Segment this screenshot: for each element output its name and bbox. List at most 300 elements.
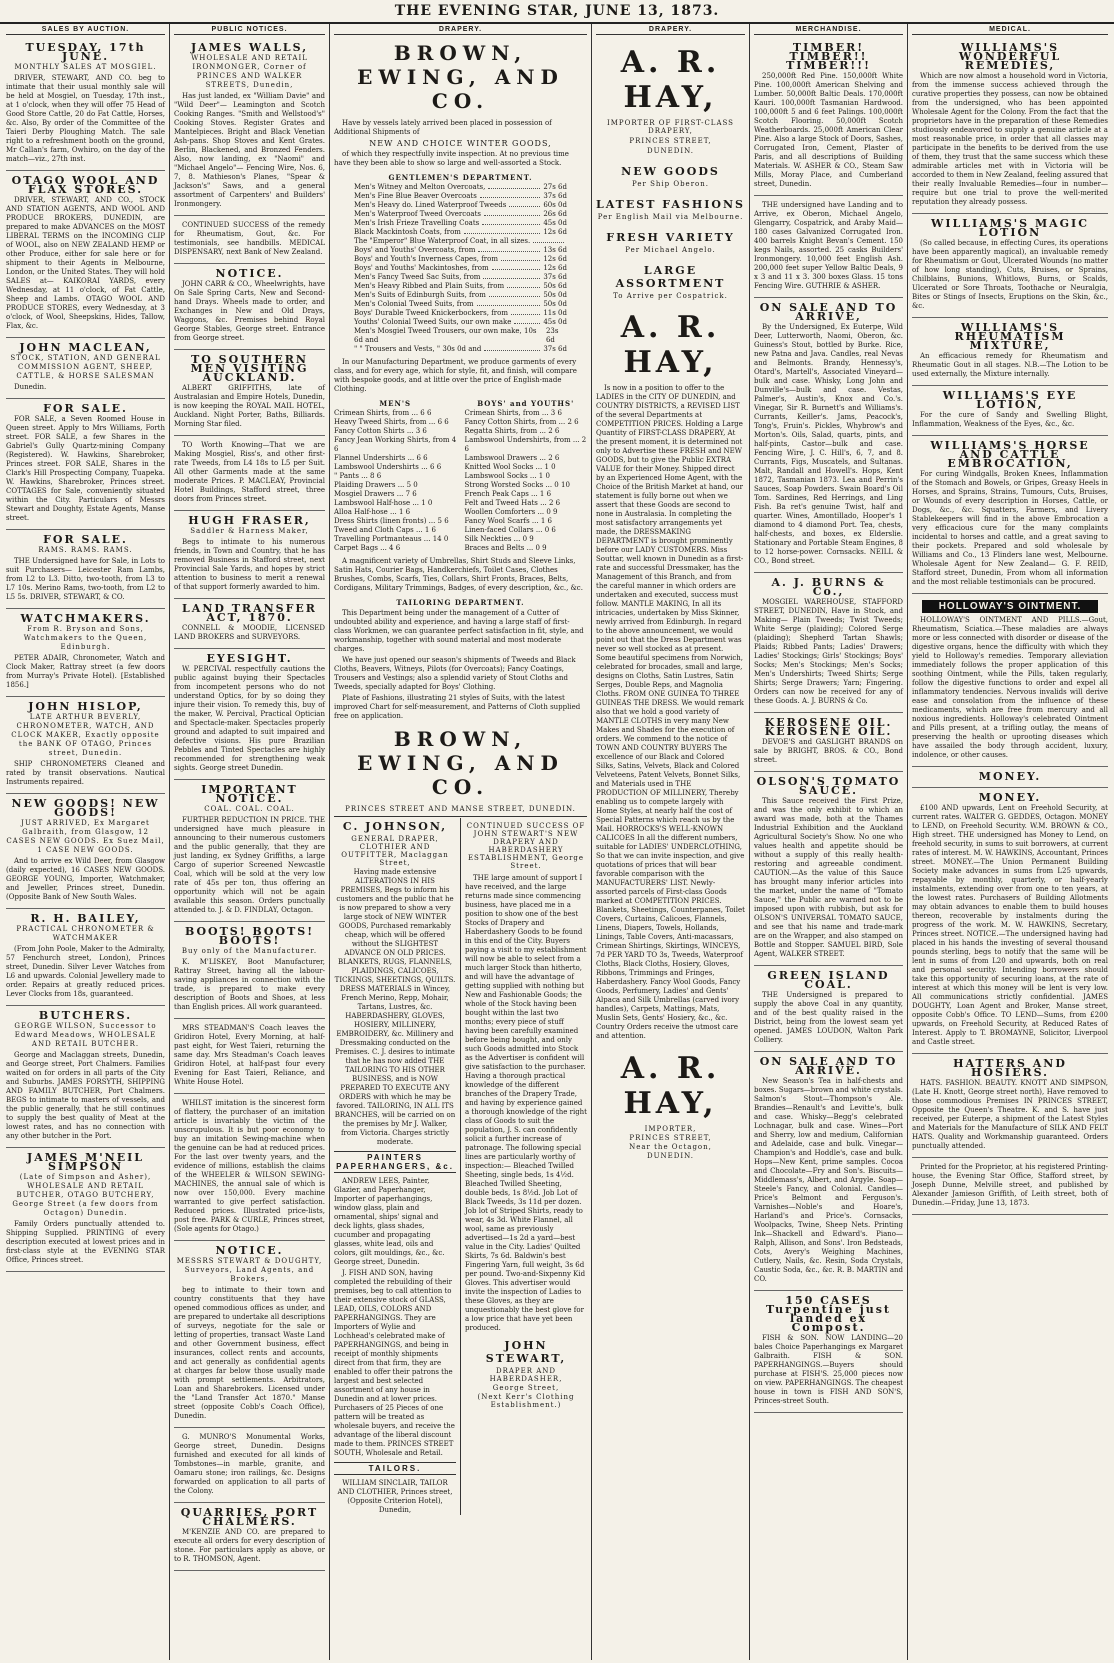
- ad-title: FOR SALE.: [43, 402, 128, 415]
- ad-title: BROWN, EWING, AND CO.: [357, 41, 564, 113]
- leader-dots: [464, 228, 540, 234]
- leader-dots: [511, 309, 540, 315]
- price-item: Men's Heavy do. Lined Waterproof Tweeds: [354, 201, 507, 209]
- advertisement: [174, 1428, 325, 1503]
- ad-text: Family Orders punctually attended to. Shipping Supplied. PRINTING of every description executed at lowest prices and in first-class style at the EVENING STAR Office, Princes street.: [6, 1220, 165, 1264]
- price-value: 37s 6d: [543, 273, 567, 281]
- advertisement: [174, 1241, 325, 1428]
- price-value: 60s 0d: [543, 201, 567, 209]
- ad-text: Plate of Fashions, illustrating 21 styles of Suits, with the latest improved Chart for self-measurement, and Patterns of Cloth supplied free on application.: [334, 694, 581, 720]
- leader-dots: [492, 264, 541, 270]
- advertisement: [754, 772, 903, 966]
- ad-title: JOHN HISLOP,: [28, 700, 143, 713]
- price-row: Silk Neckties ... 0 9: [464, 535, 534, 543]
- ad-text: WILLIAM SINCLAIR, TAILOR AND CLOTHIER, Princes street, (Opposite Criterion Hotel), Dunedin,: [337, 1479, 453, 1514]
- ad-subtitle: Saddler & Harness Maker,: [190, 527, 309, 535]
- ad-text: THE large amount of support I have received, and the large returns made since commencing business, have placed me in a position to show one of the best Stocks of Drapery and Haberdashery Goods to be found in this end of the City. Buyers paying a visit to my establishment will now be able to select from a much larger Stock than hitherto, and will have the advantage of getting supplied with nothing but New and Fashionable Goods; the whole of the Stock having been bought within the last two months; every piece of stuff having been carefully examined before being bought, and only such Goods admitted into Stock as the Advertiser is confident will give satisfaction to the purchaser. Having a thorough practical knowledge of the different branches of the Drapery Trade, and having by experience gained a thorough knowledge of the right class of Goods to suit the population, J. S. can confidently solicit a further increase of patronage. The following special lines are particularly worthy of inspection:— Bleached Twilled Sheeting, single beds, 1s 4½d. Bleached Twilled Sheeting, double beds, 1s 8½d. Job Lot of Black Tweeds, 3s 11d per dozen. Job lot of Striped Shirts, ready to wear, 4s 3d. White Flannel, all wool, same as previously advertised—1s 2d a yard—best value in the City. Ladies' Quilted Skirts, 7s 6d. Baldwin's best Fingering Yarn, full weight, 3s 6d per pound. Two-and-Sixpenny Kid Gloves. This advertiser would invite the inspection of Ladies to these Gloves, as they are unquestionably the best glove for a low price that have yet been produced.: [465, 874, 587, 1332]
- ad-title: EYESIGHT.: [206, 652, 293, 665]
- ad-subtitle: (Next Kerr's Clothing Establishment.): [477, 1393, 575, 1409]
- price-row: [354, 201, 567, 210]
- price-row: Crimean Shirts, from ... 3 6: [464, 409, 562, 417]
- ad-text: DRIVER, STEWART, AND CO. beg to intimate that their usual monthly sale will be held at Mosgiel, on Tuesday, 17th inst., at 1 o'clock, when they will offer 75 Head of Good Store Cattle, 20 do Fat Cattle, Horses, &c. Also, By order of the Committee of the Taieri Derby Ploughing Match. The sale right to a refreshment booth on the ground, Mr Callan's farm, Owhiro, on the day of the match—viz., 27th inst.: [6, 74, 165, 163]
- ad-title: BROWN, EWING, AND CO.: [357, 727, 564, 799]
- price-row: Carpet Bags ... 4 6: [334, 544, 401, 552]
- ad-text: CONNELL & MOODIE, LICENSED LAND BROKERS and SURVEYORS.: [174, 624, 325, 641]
- leader-dots: [482, 219, 540, 225]
- price-value: 45s 0d: [543, 318, 567, 326]
- ad-footer-line: PRINCES STREET,: [629, 1134, 712, 1142]
- lower-drapery-split: [334, 818, 587, 1515]
- ad-text: MRS STEADMAN'S Coach leaves the Gridiron Hotel, Every Morning, at half-past eight, for West Taieri, returning the same day. Mrs Steadman's Coach leaves Gridiron Hotel, at half-past four every Evening for East Taieri, Reliance, and White House Hotel.: [174, 1024, 325, 1086]
- advertisement: [912, 788, 1108, 1054]
- price-row: Strong Worsted Socks ... 0 10: [464, 481, 570, 489]
- ad-list: [174, 38, 325, 1571]
- advertisement: [174, 649, 325, 780]
- table-heading: BOYS' and YOUTHS': [477, 399, 575, 408]
- price-list: [465, 409, 588, 553]
- ad-title: MONEY.: [978, 770, 1042, 783]
- ad-title: WATCHMAKERS.: [20, 612, 151, 625]
- advertisement: [754, 1052, 903, 1291]
- price-row: Crimean Shirts, from ... 6 6: [334, 409, 432, 417]
- leader-dots: [509, 201, 540, 207]
- ad-line: Per English Mail via Melbourne.: [597, 213, 744, 221]
- price-row: Plaiding Drawers ... 5 0: [334, 481, 418, 489]
- ad-title: WILLIAMS'S EYE LOTION,: [942, 389, 1078, 411]
- ad-title: BOOTS! BOOTS! BOOTS!: [184, 925, 315, 947]
- ad-text: PETER ADAIR, Chronometer, Watch and Clock Maker, Rattray street (a few doors from Murray's Private Hotel). [Established 1856.]: [6, 654, 165, 689]
- price-row: Alloa Half-hose ... 1 6: [334, 508, 411, 516]
- advertisement: [6, 794, 165, 909]
- ad-title: WILLIAMS'S HORSE AND CATTLE EMBROCATION,: [930, 439, 1090, 470]
- price-row: Braces and Belts ... 0 9: [464, 544, 547, 552]
- price-row: [354, 264, 567, 273]
- ad-title: ON SALE AND TO ARRIVE.: [759, 1055, 898, 1077]
- ad-text: beg to intimate to their town and country constituents that they have opened commodious offices as under, and are prepared to undertake all descriptions of surveys, negotiate for the sale or letting of properties, transact Waste Land and other Government business, effect insurances, collect rents and accounts, and act generally as confidential agents at charges far below those usually made with prompt settlements. Arbitrators, Loan and Sharebrokers. Licensed under the "Land Transfer Act 1870." Manse street (opposite Cobb's Coach Office), Dunedin.: [174, 1286, 325, 1420]
- advertisement: [174, 350, 325, 436]
- ad-title: OLSON'S TOMATO SAUCE.: [756, 775, 901, 797]
- advertisement: [6, 530, 165, 609]
- advertisement: [6, 1006, 165, 1148]
- column-heading: PUBLIC NOTICES.: [174, 26, 325, 35]
- ad-line: To Arrive per Cospatrick.: [613, 292, 728, 300]
- advertisement: [912, 38, 1108, 214]
- ad-title: WILLIAMS'S RHEUMATISM MIXTURE,: [954, 321, 1066, 352]
- ad-subtitle: MONTHLY SALES AT MOSGIEL.: [14, 63, 157, 71]
- ad-text: W. PERCIVAL respectfully cautions the public against buying their Spectacles from incompetent persons who do not understand Optics, for by so doing they injure their vision. To remedy this, buy of the maker, W. Percival, Practical Optician and Spectacle-maker. Spectacles properly ground and adapted to suit impaired and defective visions. His pure Brazilian Pebbles and Tinted Spectacles are highly recommended for strengthening weak sights. George street Dunedin.: [174, 665, 325, 772]
- ad-title: C. JOHNSON,: [342, 820, 448, 833]
- column-drapery-brown-ewing: [330, 24, 592, 1660]
- section-heading: PAINTERS PAPERHANGERS, &c.: [334, 1151, 456, 1173]
- ad-lines: [596, 119, 745, 300]
- price-row: Woollen Comforters ... 0 9: [464, 508, 558, 516]
- ad-subtitle: RAMS. RAMS. RAMS.: [38, 546, 133, 554]
- column-merchandise: [750, 24, 908, 1660]
- ad-text: FURTHER REDUCTION IN PRICE. THE undersigned have much pleasure in announcing to their numerous customers and the public generally, that they are just landing, ex Sydney Griffiths, a large Cargo of superior Screened Newcastle Coal, which will be sold at the very low rate of 45s per ton, thus offering an opportunity which will not be again available this season. Orders punctually attended to. J. & D. FINDLAY, Octagon.: [174, 816, 325, 914]
- masthead: THE EVENING STAR, JUNE 13, 1873.: [0, 0, 1114, 24]
- ad-title: JAMES M'NEIL SIMPSON: [27, 1151, 144, 1173]
- ad-subtitle: GENERAL DRAPER, CLOTHIER AND OUTFITTER, Maclaggan Street,: [341, 835, 449, 867]
- advertisement: [754, 713, 903, 772]
- price-row: Lambswool Half-hose ... 1 0: [334, 499, 433, 507]
- column-heading: MERCHANDISE.: [754, 26, 903, 35]
- ad-title: NOTICE.: [215, 267, 284, 280]
- ad-text: George and Maclaggan streets, Dunedin, and George street, Port Chalmers. Families waited on for orders in all parts of the City and Suburbs. JAMES FORSYTH, SHIPPING AND FAMILY BUTCHER, Port Chalmers. BEGS to intimate to masters of vessels, and the public generally, that he still continues to supply the best quality of Meat at the lowest rates, and has no connection with any other butcher in the Port.: [6, 1051, 165, 1140]
- price-value: 50s 6d: [543, 282, 567, 290]
- ad-text: DEVOE'S and GASLIGHT BRANDS on sale by BRIGHT, BROS. & CO., Bond street.: [754, 738, 903, 764]
- ad-text: We have just opened our season's shipments of Tweeds and Black Cloths, Beavers, Witneys, Pilots (for Overcoats); Fancy Coatings, Trousers and Vestings; also a splendid variety of Stout Cloths and Tweeds, specially adapted for Boys' Clothing.: [334, 656, 576, 691]
- price-row: [354, 291, 567, 300]
- column-public-notices: [170, 24, 330, 1660]
- price-item: Men's Fancy Tweed Sac Suits, from: [354, 273, 481, 281]
- ad-title: HUGH FRASER,: [188, 514, 311, 527]
- ad-subtitle: DRAPER AND HABERDASHER,: [489, 1367, 563, 1383]
- ad-title: WILLIAMS'S WONDERFUL REMEDIES,: [958, 41, 1062, 72]
- ad-title: GREEN ISLAND COAL.: [767, 969, 890, 991]
- ad-subtitle: PRACTICAL CHRONOMETER & WATCHMAKER: [16, 925, 155, 942]
- ad-subtitle: JUST ARRIVED, Ex Margaret Galbraith, from Glasgow, 12 CASES NEW GOODS. Ex Suez Mail, 1 CASE NEW GOODS.: [6, 819, 165, 854]
- section-heading: TAILORS.: [334, 1462, 456, 1475]
- advertisement: [754, 966, 903, 1052]
- price-value: 12s 6d: [543, 228, 567, 236]
- advertisement: [754, 1291, 903, 1413]
- price-row: [354, 183, 567, 192]
- ad-text: For curing Windgalls, Broken Knees, Inflammation of the Stomach and Bowels, or Gripes, Greasy Heels in Horses, and Sprains, Strains, Tumours, Cuts, Bruises, or Wounds of every description in Horses, Cattle, or Dogs, &c., &c. Squatters, Farmers, and Livery Stablekeepers will find in the above Embrocation a very efficacious cure for the many complaints incidental to horses and cattle, and a great saving to their pockets. Prepared and sold wholesale by Williams and Co., 13 Flinders lane west, Melbourne. Wholesale Agent for New Zealand— G. F. REID, Stafford street, Dunedin, From whom all information and the most reliable testimonials can be procured.: [912, 470, 1108, 586]
- price-row: Fancy Cotton Shirts, from ... 2 6: [464, 418, 579, 426]
- table-heading: MEN'S: [379, 399, 412, 408]
- price-item: Youths' Colonial Tweed Suits, our own make: [354, 318, 512, 326]
- ad-footer-line: IMPORTER,: [644, 1125, 697, 1133]
- ad-line: FRESH VARIETY: [606, 231, 735, 244]
- price-row: [354, 327, 567, 345]
- ad-subtitle: MESSRS STEWART & DOUGHTY, Surveyors, Land Agents, and Brokers,: [176, 1257, 323, 1283]
- ad-text: 250,000ft Red Pine. 150,000ft White Pine. 100,000ft American Shelving and Lumber. 50,000ft Baltic Deals. 170,000ft Kauri. 100,000ft Tasmanian Hardwood. 100,000ft 5 and 6 feet Palings. 100,000ft Scotch Flooring. 50,000ft Scotch Weatherboards. 25,000ft American Clear Pine. Also a large Stock of Doors, Sashes, Corrugated Iron, Cement, Plaster of Paris, and all descriptions of Building Materials. W. ASHER & CO., Steam Saw Mills, Moray Place, and Cumberland street, Dunedin.: [754, 72, 903, 188]
- price-item: Men's Witney and Melton Overcoats,: [354, 183, 486, 191]
- price-item: Men's Mosgiel Tweed Trousers, our own make, 10s 6d and: [354, 327, 537, 344]
- price-row: Tweed and Cloth Caps ... 1 6: [334, 526, 437, 534]
- price-row: Fancy Jean Working Shirts, from 4 6: [334, 436, 457, 453]
- ad-subtitle: LATE ARTHUR BEVERLY, CHRONOMETER, WATCH, AND CLOCK MAKER, Exactly opposite the BANK OF OTAGO, Princes street, Dunedin.: [11, 713, 160, 757]
- advertisement: [6, 1148, 165, 1272]
- price-item: " " Trousers and Vests, " 30s 0d and: [354, 345, 482, 353]
- leader-dots: [484, 345, 540, 351]
- price-row: [354, 228, 567, 237]
- ad-text: SHIP CHRONOMETERS Cleaned and rated by transit observations. Nautical Instruments repaired.: [6, 760, 165, 786]
- ad-line: Per Ship Oberon.: [631, 180, 709, 188]
- ad-title: A. J. BURNS & Co.,: [771, 576, 886, 598]
- ad-text: In our Manufacturing Department, we produce garments of every class, and for every age, which for style, fit, and finish, will compare with bespoke goods, and at little over the price of English-made Clothing.: [334, 358, 577, 393]
- ad-text: J. FISH AND SON, having completed the rebuilding of their premises, beg to call attention to their extensive stock of GLASS, LEAD, OILS, COLORS AND PAPERHANGINGS. They are Importers of Wylie and Lochhead's celebrated make of PAPERHANGINGS, and being in receipt of monthly shipments direct from that firm, they are enabled to offer their patrons the largest and best selected assortment of any house in Dunedin and at lower prices. Purchasers of 25 Pieces of one pattern will be treated as wholesale buyers, and receive the advantage of the liberal discount made to them. PRINCES STREET SOUTH, Wholesale and Retail.: [334, 1269, 455, 1457]
- ad-text: THE undersigned have Landing and to Arrive, ex Oberon, Michael Angelo, Glengarry, Cospatrick, and Araby Maid— 180 cases Galvanized Corrugated Iron. 400 barrels Knight Bevan's Cement. 150 kegs Nails, assorted. 25 casks Builders' Ironmongery. 10,000 feet English Ash. 200,000 feet super Yellow Baltic Deals, 9 x 3 and 11 x 3. 300 boxes Glass. 15 tons Fencing Wire. GUTHRIE & ASHER.: [754, 201, 903, 290]
- ad-line: DUNEDIN.: [646, 147, 695, 155]
- price-row: [354, 246, 567, 255]
- advertisement: [174, 216, 325, 264]
- price-row: Lambswool Undershirts ... 6 6: [334, 463, 442, 471]
- leader-dots: [489, 291, 540, 297]
- price-row: Lambswool Socks ... 1 0: [464, 472, 550, 480]
- leader-dots: [507, 282, 540, 288]
- advertisement: [912, 767, 1108, 788]
- advertisement: [174, 1019, 325, 1094]
- ad-title: TUESDAY, 17th JUNE.: [25, 41, 146, 63]
- ad-title: BUTCHERS.: [38, 1009, 133, 1022]
- advertisement: [174, 264, 325, 350]
- ad-text: K. M'LISKEY, Boot Manufacturer, Rattray Street, having all the labour-saving appliances in connection with the trade, is prepared to make every description of Boots and Shoes, at less than English prices. All work guaranteed.: [174, 958, 325, 1011]
- price-row: Flannel Undershirts ... 6 6: [334, 454, 428, 462]
- advertisement: [174, 780, 325, 922]
- ad-title: FOR SALE.: [43, 533, 128, 546]
- advertisement: [174, 436, 325, 511]
- ad-text: M'KENZIE AND CO. are prepared to execute all orders for every description of stone. For particulars apply as above, or to R. THOMSON, Agent.: [174, 1528, 325, 1563]
- ad-title: NOTICE.: [215, 1244, 284, 1257]
- ad-text: HOLLOWAY'S OINTMENT AND PILLS.—Gout, Rheumatism, Sciatica.—These maladies are always more or less connected with disorder or disease of the digestive organs, hence the difficulty with which they yield to Holloway's remedies. Temporary alleviation immediately follows the proper application of this soothing Ointment, while the Pills, taken regularly, follow the digestive functions to order and expel all inflammatory tendencies. Nervous invalids will derive ease and consolation from the influence of these medicaments, which are free from mercury and all noxious ingredients. Holloway's celebrated Ointment and Pills present, at a trifling outlay, the means of preserving the health or uprooting diseases which have assailed the body through accident, luxury, indolence, or other causes.: [912, 616, 1108, 759]
- price-row: [354, 255, 567, 264]
- leader-dots: [480, 192, 541, 198]
- price-row: Lambswool Undershirts, from ... 2 6: [464, 436, 587, 453]
- advertisement: [912, 386, 1108, 436]
- ad-text: JOHN CARR & CO., Wheelwrights, have On Sale Spring Carts, New and Second-hand Drays. Wheels made to order, and Exchanges in New and Old Drays, Waggons, &c. Premises behind Royal George Stables, George street. Entrance from George street.: [174, 280, 325, 342]
- ad-text: Has just landed, ex "William Davie" and "Wild Deer"— Leamington and Scotch Cooking Ranges. "Smith and Wellstood's" Cooking Stoves. Register Grates and Mantelpieces. Bright and Black Venetian Ash-pans. Shop Stoves and Kent Grates. Berlin, Blackened, and Bronzed Fenders. Also, now landing, ex "Naomi" and "Michael Angelo"— Fencing Wire, Nos. 6, 7, 8. Mathieson's Planes, "Spear & Jackson's" Saws, and a general assortment of Carpenters' and Builders' Ironmongery.: [174, 92, 325, 208]
- price-value: 11s 0d: [543, 309, 567, 317]
- price-value: 13s 6d: [543, 246, 567, 254]
- price-item: Black Mackintosh Coats, from: [354, 228, 461, 236]
- price-row: [354, 309, 567, 318]
- price-list: [334, 409, 457, 553]
- ad-text: Begs to intimate to his numerous friends, in Town and Country, that he has removed Business in Stafford street, next Provincial Sale Yards, and hopes by strict attention to business to merit a renewal of that support formerly awarded to him.: [174, 538, 325, 591]
- price-row: [354, 318, 567, 327]
- ad-text: Which are now almost a household word in Victoria, from the immense success achieved through the curative properties they possess, can now be obtained from the undersigned, who has been appointed Wholesale Agent for the Colony. From the fact that the proprietors have in the preparation of these Remedies studiously endeavored to supply a genuine article at a most reasonable price, in order that all classes may participate in the benefits to be derived from the use of them, they trust that the same success which these admirable articles met with in Victoria will be accorded to them in New Zealand, feeling assured that their really Invaluable Remedies—four in number—require but one trial to prove the well-merited reputation they already possess.: [912, 72, 1108, 206]
- advertisement: [912, 436, 1108, 594]
- advertisement: [174, 922, 325, 1019]
- ad-text: WHILST imitation is the sincerest form of flattery, the purchaser of an imitation article is invariably the victim of the unscrupulous. It is but poor economy to buy an imitation Sewing-machine when the genuine can be had at reduced prices. For the last over twenty years, and the evidence of millions, establish the claims of the WHEELER & WILSON SEWING-MACHINES, the annual sale of which is now over 150,000. Every machine warranted to give perfect satisfaction. Reduced prices. Illustrated price-lists, post free. PARK & CURLE, Princes street, (Sole agents for Otago.): [174, 1099, 325, 1233]
- column-heading: DRAPERY.: [596, 26, 745, 35]
- column-drapery-hay: [592, 24, 750, 1660]
- ad-subtitle: STOCK, STATION, AND GENERAL COMMISSION AGENT, SHEEP, CATTLE, & HORSE SALESMAN: [10, 354, 161, 380]
- advertisement: [912, 1054, 1108, 1158]
- ad-subtitle: From R. Bryson and Sons, Watchmakers to the Queen, Edinburgh.: [23, 625, 148, 651]
- price-value: 50s 0d: [543, 291, 567, 299]
- ad-text: (So called because, in effecting Cures, its operations have been apparently magical), an invaluable remedy for Rheumatism or Gout, Ulcerated Wounds (no matter of how long standing), Cuts, Bruises, or Sprains, Chilblains, Bunions, Whitlows, Burns, or Scalds, Ulcerated or Sore Throats, Toothache or Neuralgia, Bites or Stings of Insects, Eruptions on the Skin, &c., &c.: [912, 239, 1108, 310]
- leader-dots: [488, 183, 540, 189]
- column-sales-by-auction: [2, 24, 170, 1660]
- advertisement: [6, 399, 165, 530]
- ad-title: TIMBER! TIMBER!! TIMBER!!!: [786, 41, 871, 72]
- leader-dots: [483, 273, 540, 279]
- price-value: 50s 0d: [543, 300, 567, 308]
- ad-subtitle: WHOLESALE AND RETAIL IRONMONGER, Corner of PRINCES AND WALKER STREETS, Dunedin,: [191, 54, 308, 89]
- price-row: Regatta Shirts, from ... 2 6: [464, 427, 560, 435]
- ad-footer-line: Near the Octagon,: [629, 1143, 712, 1151]
- leader-dots: [484, 210, 540, 216]
- price-row: Heavy Tweed Shirts, from ... 6 6: [334, 418, 449, 426]
- price-row: Dress Shirts (linen fronts) ... 5 6: [334, 517, 449, 525]
- column-heading: SALES BY AUCTION.: [6, 26, 165, 35]
- advertisement: [912, 318, 1108, 386]
- ad-text: ALBERT GRIFFITHS, late of Australasian and Empire Hotels, Dunedin, is now keeping the ROYAL MAIL HOTEL, Auckland. Night Porter, Baths, Billiards. Morning Star filed.: [174, 384, 325, 428]
- ad-text: CONTINUED SUCCESS of the remedy for Rheumatism, Gout, &c. For testimonials, see handbills. MEDICAL DISPENSARY, next Bank of New Zealand.: [174, 221, 325, 256]
- ad-text: THE Undersigned is prepared to supply the above Coal in any quantity, and of the best quality raised in the District, being from the lowest seam yet opened. JAMES LOUDON, Walton Park Colliery.: [754, 991, 903, 1044]
- ad-title: OTAGO WOOL AND FLAX STORES.: [11, 174, 160, 196]
- ad-subtitle: Buy only of the Manufacturer.: [181, 947, 318, 955]
- advertisement: [912, 1158, 1108, 1215]
- price-item: Men's Waterproof Tweed Overcoats: [354, 210, 481, 218]
- price-row: Travelling Portmanteaus ... 14 0: [334, 535, 449, 543]
- price-item: Men's Fine Blue Beaver Overcoats: [354, 192, 477, 200]
- ad-text: (From John Poole, Maker to the Admiralty, 57 Fenchurch street, London), Princes street, Dunedin. Silver Lever Watches from L6 and upwards. Colonial Jewellery made to order. Repairs at greatly reduced prices. Lever Clocks from 18s, guaranteed.: [6, 945, 165, 998]
- ad-line: LATEST FASHIONS: [596, 198, 745, 211]
- ad-subtitle: George Street,: [492, 1384, 560, 1392]
- ad-text: A magnificent variety of Umbrellas, Shirt Studs and Sleeve Links, Satin Hats, Courier Bags, Handkerchiefs, Toilet Cases, Clothes Brushes, Combs, Scarfs, Ties, Collars, Shirt Fronts, Braces, Belts, Cordigans, Military Trimmings, Badges, of every description, &c., &c.: [334, 557, 583, 592]
- price-value: 26s 6d: [543, 210, 567, 218]
- advertisement: [174, 1094, 325, 1241]
- price-row: Felt and Tweed Hats ... 2 6: [464, 499, 561, 507]
- advertisement: [912, 214, 1108, 318]
- ad-title: 150 CASES Turpentine just landed ex Compost.: [766, 1294, 891, 1334]
- ad-text: New Season's Tea in half-chests and boxes. Sugars—brown and white crystals. Salmon's Stout—Thompson's Ale. Brandies—Renault's and Levitte's, bulk and case. Whisky—Begg's celebrated Lochnagar, bulk and case. Wines—Port and Sherry, low and medium, Californian and Adelaide, case and bulk. Vinegar—Champion's and Hoddle's, case and bulk. Hops—New Kent, prime samples. Cocoa and Chocolate—Fry and Son's. Biscuits—Middlemass's, Albert, and Argyle. Soap—Steele's Fancy, and Colonial. Candles—Price's Belmont and Ferguson's. Varnishes—Noble's and Hoare's, Harland's and Price's. Cornsacks, Woolpacks, Twine, Sheep Nets. Printing Ink—Shackell and Edward's. Piano—Ralph, Allison, and Sons'. Iron Bedsteads, Cots, Avery's Weighing Machines, Cutlery, Nails, &c. Resin, Soda Crystals, Caustic Soda, &c., &c. R. B. MARTIN and CO.: [754, 1077, 903, 1283]
- ad-text: MOSGIEL WAREHOUSE, STAFFORD STREET, DUNEDIN, Have in Stock, and Making— Plain Tweeds; Twist Tweeds; White Serge (plaiding); Colored Serge (plaiding); Shepherd Tartan Shawls; Plaids; Ribbed Pants; Ladies' Drawers; Ladies' Stockings; Girls' Stockings; Boys' Socks; Men's Stockings; Men's Socks; Men's Undershirts; Tweed Shirts; Serge Shirts; Serge Drawers; Yarn; Fingering. Orders can now be received for any of these Goods. A. J. BURNS & Co.: [754, 598, 903, 705]
- advertisement: [174, 38, 325, 216]
- advertisement: [6, 697, 165, 794]
- price-row: French Peak Caps ... 1 6: [464, 490, 552, 498]
- price-item: Men's Irish Frieze Travelling Coats: [354, 219, 480, 227]
- ad-subtitle: COAL. COAL. COAL.: [204, 805, 295, 813]
- ad-title: ON SALE AND TO ARRIVE,: [759, 301, 898, 323]
- advertisement: [6, 38, 165, 171]
- price-item: Boys' and Youths' Mackintoshes, from: [354, 264, 489, 272]
- ad-text: This Sauce received the First Prize, and was the only exhibit to which an award was made, both at the Thames Industrial Exhibition and the Auckland Agricultural Society's Show. No one who values health and appetite should be without a supply of this really health-restoring and agreeable condiment. CAUTION.—As the value of this Sauce has brought many inferior articles into the market, under the name of "Tomato Sauce," the Public are warned not to be imposed upon with rubbish, but ask for OLSON'S UNIVERSAL TOMATO SAUCE, and see that his name and trade-mark are on the Wrapper, and also stamped on Bottle and Stopper. SAMUEL BIRD, Sole Agent, WALKER STREET.: [754, 797, 903, 958]
- ad-text: DRIVER, STEWART, AND CO., STOCK AND STATION AGENTS, AND WOOL AND PRODUCE BROKERS, DUNEDIN, are prepared to make ADVANCES on the MOST LIBERAL TERMS on the INCOMING CLIP of WOOL, also on NEW ZEALAND HEMP or other Produce, either for sale here or for shipment to their Agents in Melbourne, London, or the United States. They will hold SALES at— KAIKORAI YARDS, every Wednesday, at 11 o'clock, of Fat Cattle, Sheep and Lambs. OTAGO WOOL AND PRODUCE STORES, every Wednesday, at 3 o'clock, of Wool, Sheepskins, Hides, Tallow, Flax, &c.: [6, 196, 165, 330]
- price-row: [354, 282, 567, 291]
- leader-dots: [501, 255, 540, 261]
- ad-line: LARGE ASSORTMENT: [615, 264, 726, 290]
- ad-title: A. R. HAY,: [620, 310, 721, 380]
- ad-title: LAND TRANSFER ACT, 1870.: [182, 602, 317, 624]
- ad-footer-line: DUNEDIN.: [646, 1152, 695, 1160]
- ad-subtitle: (Late of Simpson and Asher), WHOLESALE AND RETAIL BUTCHER, OTAGO BUTCHERY, George Street (a few doors from Octagon) Dunedin.: [12, 1173, 159, 1217]
- price-row: " Pants ... 8 6: [334, 472, 382, 480]
- ad-text: An efficacious remedy for Rheumatism and Rheumatic Gout in all stages. N.B.—The Lotion to be used externally, the Mixture internally.: [912, 352, 1108, 378]
- price-row: [354, 273, 567, 282]
- ad-text: By the Undersigned, Ex Euterpe, Wild Deer, Lutterworth, Naomi, Oberon, &c. Guiness's Stout, bottled by Burke. Rice, new Patna and Java. Candles, real Nevas and Belmonts. Brandy, Hennessy's, Otard's, Martell's, Associated Vineyard—bulk and case. Whisky, Long John and Dunville's—bulk and case. Vestas, Palmer's, Austin's, Knox and Co.'s. Vinegar, Sir R. Burnett's and Williams's. Currants, Keiller's. Jams, Peacock's, Tong's, Fruin's. Pickles, Whybrow's and Morton's. Oils, Salad, quarts, pints, and half-pints, Castor—bulk and case. Fencing Wire, J. C. Hill's, 6, 7, and 8. Currants, Figs, Muscatels, and Sultanas. Malt, Randall and Howell's. Hops, Kent 1872, Tasmanian 1873. Lea and Perrin's Sauces, Soap Powders. Swain Board's Oil Tom. Sardines, Red Herrings, and Ling Fish. Ba ret's genuine Twist, half and quarter. Wines, Amontillado, Hooper's 1 diamond to 4 diamond Port. Tea, chests, half-chests, and boxes, ex Elderslie. Stationary and Portable Steam Engines, 8 to 12 horse-power. Cornsacks. NEILL & CO., Bond street.: [754, 323, 903, 565]
- price-row: [354, 192, 567, 201]
- price-row: [354, 345, 567, 354]
- ad-text: Have by vessels lately arrived been placed in possession of Additional Shipments of: [334, 119, 552, 136]
- ad-list: [912, 38, 1108, 1215]
- price-value: 27s 6d: [543, 183, 567, 191]
- price-row: Mosgiel Drawers ... 7 6: [334, 490, 417, 498]
- ad-title: KEROSENE OIL. KEROSENE OIL.: [764, 716, 893, 738]
- price-item: The "Emperor" Blue Waterproof Coat, in all sizes.: [354, 237, 531, 245]
- section-heading: GENTLEMEN'S DEPARTMENT.: [388, 173, 533, 182]
- price-row: [354, 237, 567, 246]
- price-value: 12s 6d: [543, 255, 567, 263]
- price-item: Men's Heavy Ribbed and Plain Suits, from: [354, 282, 505, 290]
- price-value: 12s 6d: [543, 264, 567, 272]
- ad-text: Dunedin.: [14, 383, 47, 391]
- price-item: Men's Suits of Edinburgh Suits, from: [354, 291, 486, 299]
- page-columns: [0, 24, 1114, 1660]
- price-value: 37s 6d: [543, 192, 567, 200]
- column-heading: DRAPERY.: [334, 26, 587, 35]
- ad-text: FISH & SON. NOW LANDING—20 bales Choice Paperhangings ex Margaret Galbraith. FISH & SON. PAPERHANGINGS.—Buyers should purchase at FISH'S. 25,000 pieces now on view. PAPERHANGINGS. The cheapest house in town is FISH AND SON'S, Princes-street South.: [754, 1334, 903, 1405]
- ad-line: PRINCES STREET,: [629, 137, 712, 145]
- ad-text: £100 AND upwards, Lent on Freehold Security, at current rates. WALTER G. GEDDES, Octagon. MONEY to LEND, on Freehold Security. W.M. BROWN & CO., High street. THE undersigned has Money to Lend, on freehold security, in sums to suit borrowers, at current rates of interest. M. W. HAWKINS, Accountant, Princes street. MONEY.—The Union Permanent Building Society make advances in sums from L25 upwards, repayable by monthly, quarterly, or half-yearly instalments, extending over from one to ten years, at the lowest rates. Purchasers of Building Allotments may obtain advances to enable them to build houses thereon, recoverable by instalments during the progress of the work. M. W. HAWKINS, Secretary, Princes street. NOTICE.—The undersigned having had placed in his hands the investing of several thousand pounds sterling, begs to notify that the same will be lent in sums of from L20 and upwards, both on real and personal security. Intending borrowers should take this opportunity of securing loans, at the rate of interest at which this money will be lent is very low. All communications strictly confidential. JAMES DOUGHTY, Loan Agent and Broker, Manse street, opposite Cobb's Office. TO LEND—Sums, from £200 upwards, on Freehold Security, at Reduced Rates of Interest. Apply to T. BROMAYNE, Solicitor, Liverpool and Castle street.: [912, 804, 1108, 1046]
- ad-title: R. H. BAILEY,: [30, 912, 141, 925]
- ad-title: A. R. HAY,: [620, 1051, 721, 1121]
- ad-title: MONEY.: [978, 791, 1042, 804]
- ad-text: This Department being under the management of a Cutter of undoubted ability and experience, and having a large staff of first-class Workmen, we can guarantee perfect satisfaction in fit, style, and workmanship, together with sound material and most moderate charges.: [334, 609, 584, 653]
- advertisement: [6, 171, 165, 338]
- price-row: Lambswool Drawers ... 2 6: [464, 454, 560, 462]
- price-item: Men's Colonial Tweed Suits, from: [354, 300, 474, 308]
- holloway-banner: HOLLOWAY'S OINTMENT.: [922, 600, 1098, 613]
- ad-text: TO Worth Knowing—That we are Making Mosgiel, Riss's, and other first-rate Tweeds, from L4 18s to L5 per Suit. All other Garments made at the same moderate Prices. P. MACLEAY, Provincial Hotel Buildings, Stafford street, three doors from Princes street.: [174, 441, 325, 503]
- column-medical: [908, 24, 1112, 1660]
- ad-title: JOHN STEWART,: [485, 1339, 567, 1365]
- ad-list: [754, 38, 903, 1413]
- price-item: Boys' Durable Tweed Knickerbockers, from: [354, 309, 508, 317]
- ad-title: A. R. HAY,: [620, 45, 721, 115]
- price-row: [354, 210, 567, 219]
- price-value: 37s 6d: [543, 345, 567, 353]
- price-row: [354, 219, 567, 228]
- ad-subtitle: CONTINUED SUCCESS OF JOHN STEWART'S NEW DRAPERY AND HABERDASHERY ESTABLISHMENT, George Street.: [466, 822, 586, 870]
- advertisement: [6, 609, 165, 697]
- advertisement: [754, 298, 903, 573]
- column-heading: MEDICAL.: [912, 26, 1108, 35]
- ad-subtitle: GEORGE WILSON, Successor to Edward Meadows, WHOLESALE AND RETAIL BUTCHER.: [14, 1022, 157, 1048]
- leader-dots: [477, 300, 541, 306]
- price-row: Fancy Wool Scarfs ... 1 6: [464, 517, 552, 525]
- leader-dots: [533, 237, 564, 243]
- leader-dots: [514, 318, 540, 324]
- ad-text: HATS. FASHION. BEAUTY. KNOTT AND SIMPSON, (Late H. Knott, George street north), Have removed to those commodious Premises IN PRINCES STREET, Opposite the Queen's Theatre. K. and S. have just received, per Euterpe, a shipment of the Latest Styles and Materials for the Manufacture of SILK AND FELT HATS. Quality and Workmanship guaranteed. Orders punctually attended.: [912, 1079, 1108, 1150]
- ad-title: JAMES WALLS,: [190, 41, 309, 54]
- price-value: 45s 0d: [543, 219, 567, 227]
- ad-address: PRINCES STREET AND MANSE STREET, DUNEDIN.: [334, 805, 587, 817]
- ad-title: TO SOUTHERN MEN VISITING AUCKLAND.: [190, 353, 309, 384]
- advertisement: [6, 338, 165, 399]
- price-list: [334, 183, 587, 354]
- ad-title: NEW GOODS! NEW GOODS!: [11, 797, 160, 819]
- advertisement: [174, 1503, 325, 1571]
- section-heading: TAILORING DEPARTMENT.: [396, 598, 525, 607]
- ad-text: For the cure of Sandy and Swelling Blight, Inflammation, Weakness of the Eyes, &c., &c.: [912, 411, 1108, 428]
- ad-text: ANDREW LEES, Painter, Glazier, and Paperhanger, Importer of paperhangings, window glass, plain and ornamental, ships' signal and deck lights, glass shades, cucumber and propagating glasses, white lead, oils and colors, gilt mouldings, &c., &c. George street, Dunedin.: [334, 1177, 445, 1266]
- advertisement: [754, 38, 903, 196]
- ad-text: Printed for the Proprietor, at his registered Printing-house, the Evening Star Office, Stafford street, by Joseph Dunne, Melville street, and published by Alexander Jamieson Griffith, of Leith street, both of Dunedin.—Friday, June 13, 1873.: [912, 1163, 1108, 1207]
- price-row: Linen-faced Collars ... 0 6: [464, 526, 556, 534]
- ad-line: IMPORTER OF FIRST-CLASS DRAPERY,: [607, 119, 734, 135]
- price-value: 23s 6d: [545, 327, 559, 344]
- price-table: [334, 398, 587, 553]
- ad-text: FOR SALE, a Seven Roomed House in Queen street. Apply to Mrs Williams, Forth street. FOR SALE, a few Shares in the Gabriel's Gully Quartz-mining Company (Registered). W. Hawkins, Sharebroker, Princes street. FOR SALE, Shares in the Clark's Hill Prospecting Company, Tuapeka. W. Hawkins, Sharebroker, Princes street. COTTAGES for Sale, conveniently situated within the City. Particulars of Messrs Stewart and Doughty, Estate Agents, Manse street.: [6, 415, 165, 522]
- ad-text: THE Undersigned have for Sale, in Lots to suit Purchasers— Leicester Ram Lambs, from L2 to L3. Ditto, two-tooth, from L3 to L7 10s. Merino Rams, two-tooth, from L2 to L5 5s. DRIVER, STEWART, & CO.: [6, 557, 165, 601]
- advertisement: [912, 594, 1108, 767]
- leader-dots: [478, 246, 540, 252]
- ad-title: QUARRIES, PORT CHALMERS.: [180, 1506, 319, 1528]
- price-row: Fancy Cotton Shirts ... 3 6: [334, 427, 427, 435]
- ad-title: HATTERS AND HOSIERS.: [953, 1057, 1067, 1079]
- ad-line: NEW GOODS: [621, 165, 720, 178]
- ad-text: And to arrive ex Wild Deer, from Glasgow (daily expected), 16 CASES NEW GOODS. GEORGE YOUNG, Importer, Watchmaker, and Jeweller, Princes street, Dunedin. (Opposite Bank of New South Wales.: [6, 857, 165, 901]
- price-row: Knitted Wool Socks ... 1 0: [464, 463, 556, 471]
- ad-title: WILLIAMS'S MAGIC LOTION: [931, 217, 1089, 239]
- advertisement: [174, 599, 325, 649]
- ad-text: of which they respectfully invite inspection. At no previous time have they been able to show so large and well-assorted a Stock.: [334, 150, 569, 167]
- price-item: Boys' and Youths' Overcoats, from: [354, 246, 476, 254]
- ad-list: [6, 38, 165, 1272]
